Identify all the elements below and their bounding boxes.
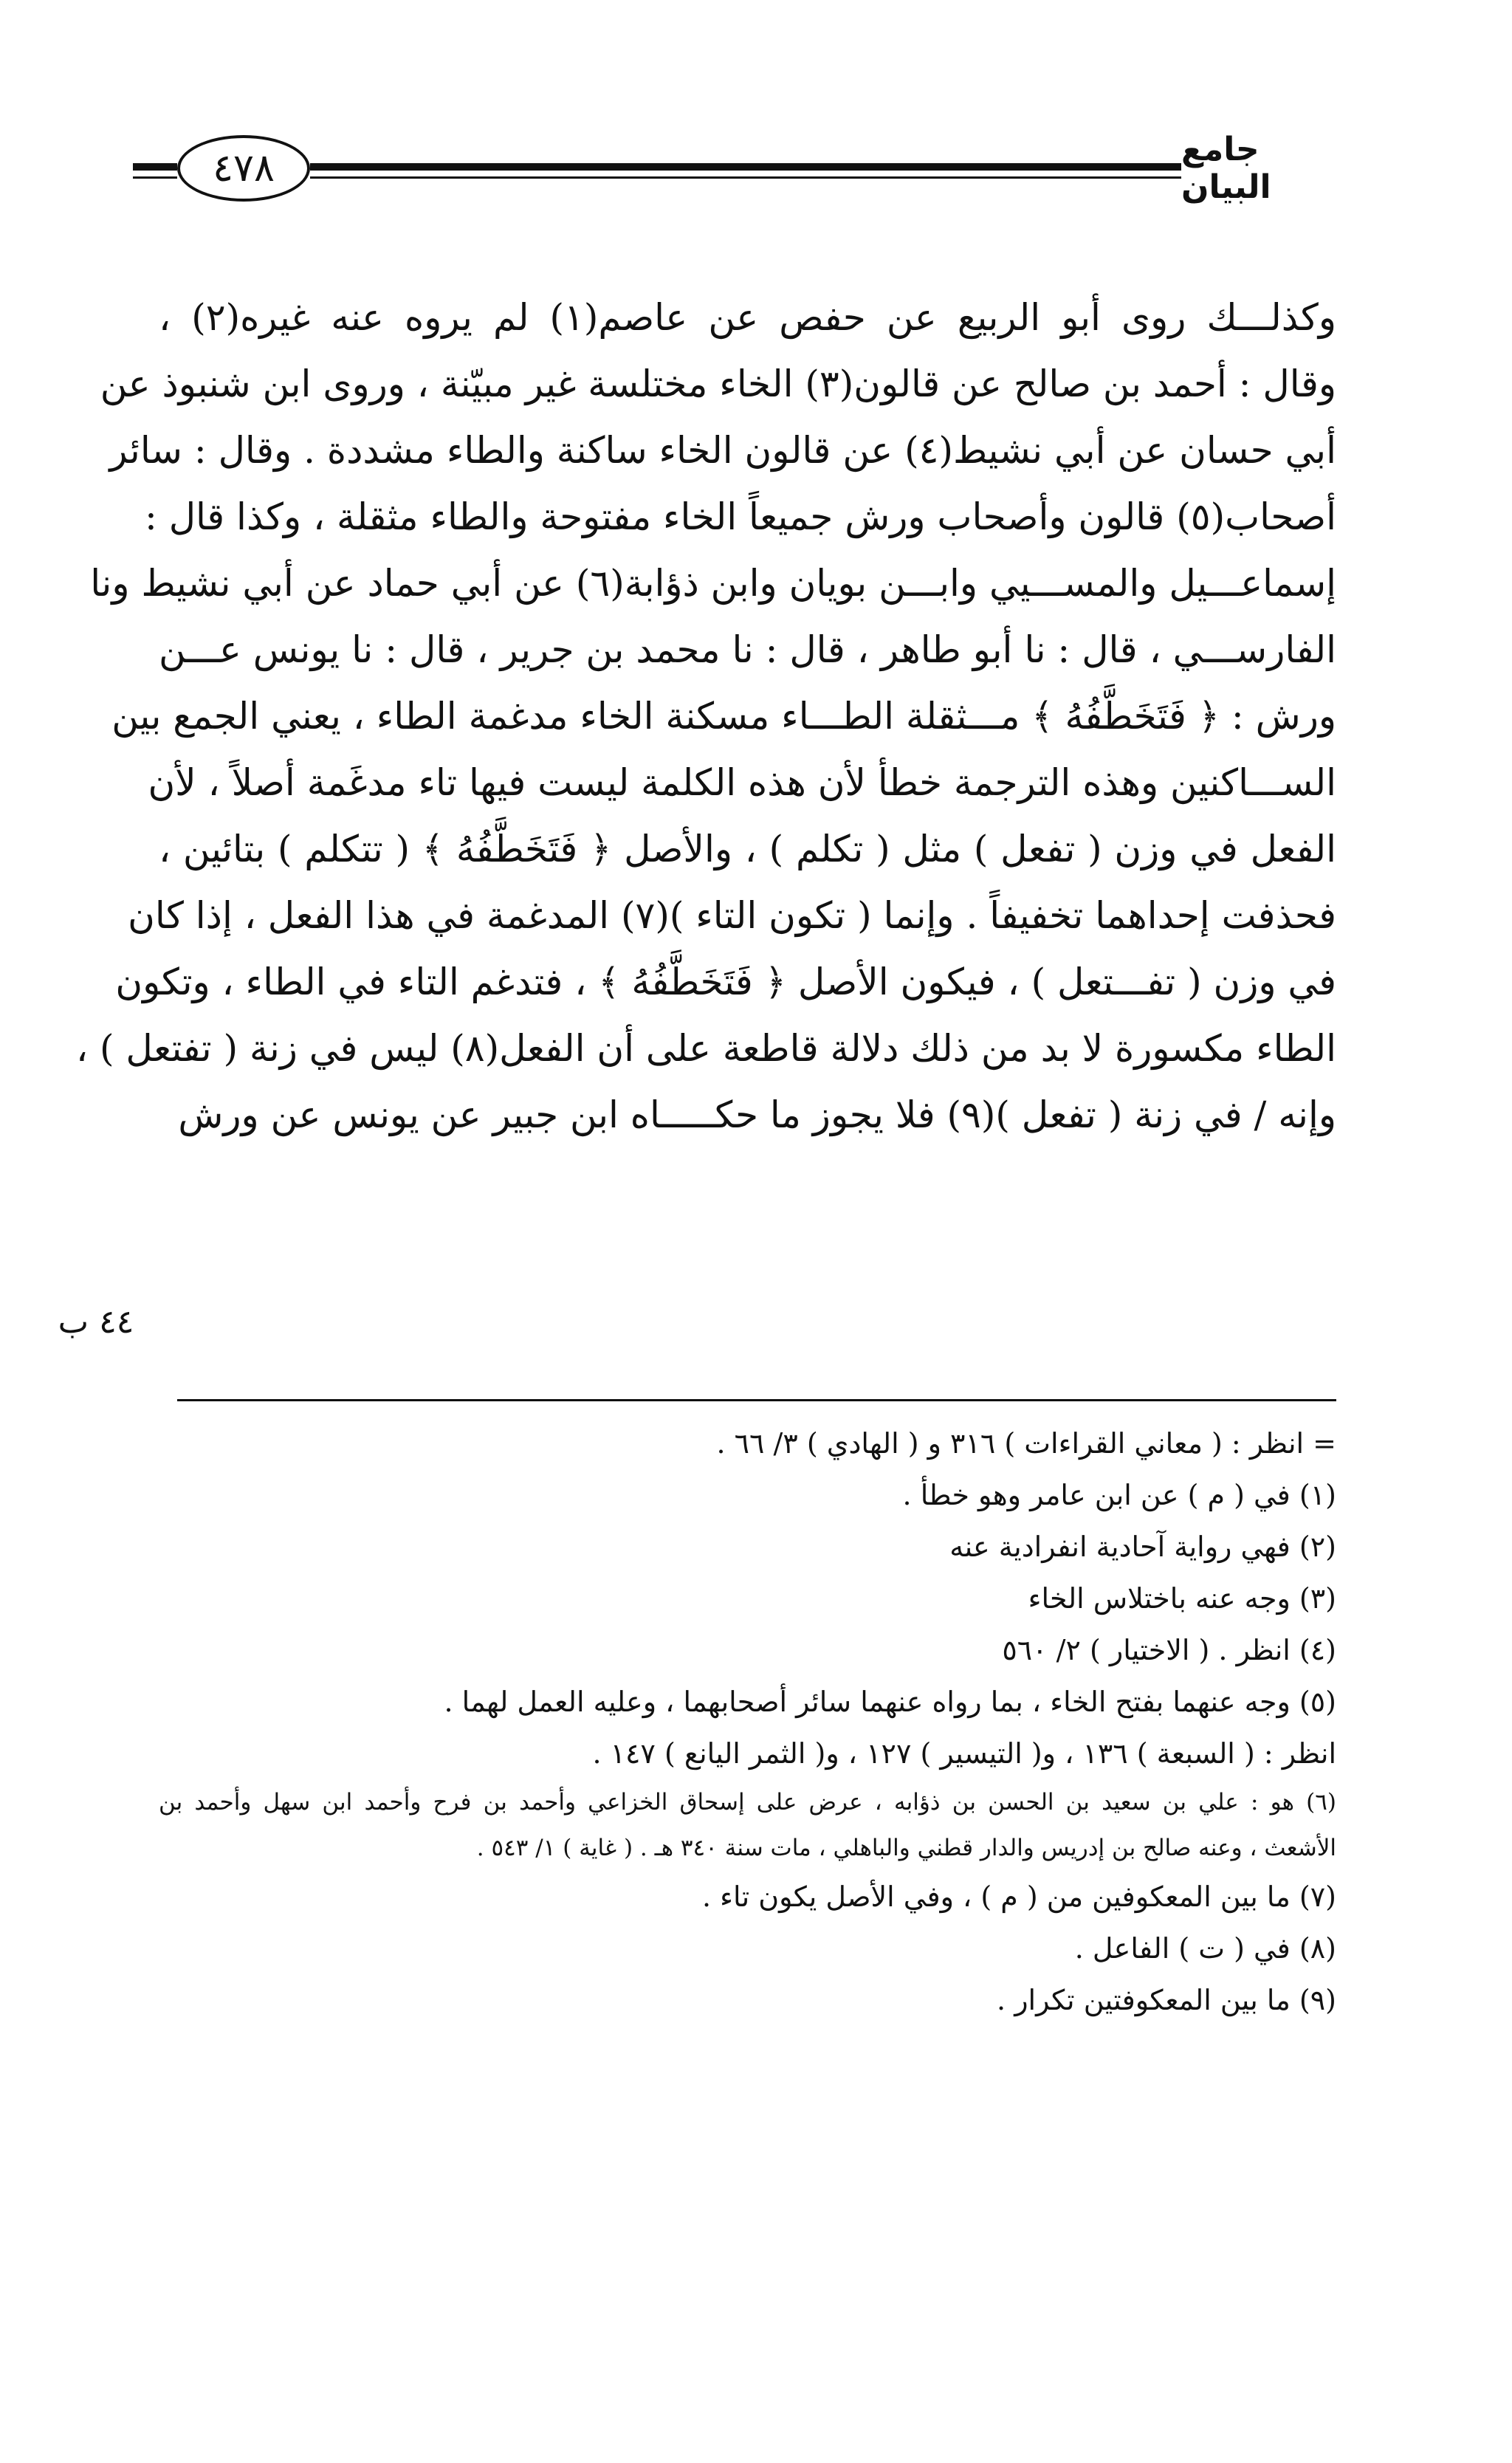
text-line: الفعل في وزن ( تفعل ) مثل ( تكلم ) ، والأصل ﴿ فَتَخَطَّفُهُ ﴾ ( تتكلم ) بتائين ، xyxy=(159,828,1336,870)
footnotes xyxy=(159,1418,1336,2026)
text-line: إسماعـــيل والمســـيي وابـــن بويان وابن ذؤابة(٦) عن أبي حماد عن أبي نشيط ونا xyxy=(90,562,1336,605)
page-number: ٤٧٨ xyxy=(177,135,310,202)
footnote: = انظر : ( معاني القراءات ) ٣١٦ و ( الهادي ) ٣/ ٦٦ . xyxy=(716,1427,1336,1460)
text-line: الطاء مكسورة لا بد من ذلك دلالة قاطعة على أن الفعل(٨) ليس في زنة ( تفتعل ) ، xyxy=(76,1027,1336,1070)
footnote: (٢) فهي رواية آحادية انفرادية عنه xyxy=(949,1531,1336,1563)
margin-folio-note: ٤٤ ب xyxy=(58,1303,134,1341)
book-title: جامع البيان xyxy=(1181,131,1271,206)
text-line: وكذلـــك روى أبو الربيع عن حفص عن عاصم(١) لم يروه عنه غيره(٢) ، xyxy=(159,296,1336,339)
text-line: ورش : ﴿ فَتَخَطَّفُهُ ﴾ مـــثقلة الطـــاء مسكنة الخاء مدغمة الطاء ، يعني الجمع بين xyxy=(111,695,1336,738)
text-line: في وزن ( تفـــتعل ) ، فيكون الأصل ﴿ فَتَخَطَّفُهُ ﴾ ، فتدغم التاء في الطاء ، وتكون xyxy=(115,961,1336,1003)
header-rule-left-thin xyxy=(133,176,177,179)
text-line: أبي حسان عن أبي نشيط(٤) عن قالون الخاء ساكنة والطاء مشددة . وقال : سائر xyxy=(109,429,1336,472)
header-rule-thin xyxy=(310,176,1181,179)
footnote-divider xyxy=(177,1399,1336,1401)
page-header xyxy=(133,129,1344,210)
footnote: (٥) وجه عنهما بفتح الخاء ، بما رواه عنهما سائر أصحابهما ، وعليه العمل لهما . xyxy=(444,1686,1336,1718)
text-line: الفارســـي ، قال : نا أبو طاهر ، قال : نا محمد بن جرير ، قال : نا يونس عـــن xyxy=(159,628,1336,671)
header-rule-left xyxy=(133,163,177,171)
footnote: انظر : ( السبعة ) ١٣٦ ، و( التيسير ) ١٢٧ ، و( الثمر اليانع ) ١٤٧ . xyxy=(592,1737,1336,1770)
footnote: (٨) في ( ت ) الفاعل . xyxy=(1074,1932,1336,1965)
text-line: فحذفت إحداهما تخفيفاً . وإنما ( تكون التاء )(٧) المدغمة في هذا الفعل ، إذا كان xyxy=(128,894,1336,937)
footnote: (٣) وجه عنه باختلاس الخاء xyxy=(1028,1582,1336,1615)
header-rule-thick xyxy=(310,163,1181,171)
footnote: (٤) انظر . ( الاختيار ) ٢/ ٥٦٠ xyxy=(1002,1634,1336,1666)
text-line: أصحاب(٥) قالون وأصحاب ورش جميعاً الخاء مفتوحة والطاء مثقلة ، وكذا قال : xyxy=(144,495,1336,538)
main-text xyxy=(76,284,1336,1148)
footnote: (٦) هو : علي بن سعيد بن الحسن بن ذؤابه ، عرض على إسحاق الخزاعي وأحمد بن فرح وأحمد ابن سهل وأحمد بن xyxy=(159,1789,1336,1816)
text-line: وإنه / في زنة ( تفعل )(٩) فلا يجوز ما حكـــــاه ابن جبير عن يونس عن ورش xyxy=(178,1093,1336,1136)
footnote: (١) في ( م ) عن ابن عامر وهو خطأ . xyxy=(902,1479,1336,1511)
footnote: (٩) ما بين المعكوفتين تكرار . xyxy=(997,1984,1336,2016)
text-line: وقال : أحمد بن صالح عن قالون(٣) الخاء مختلسة غير مبيّنة ، وروى ابن شنبوذ عن xyxy=(100,363,1336,405)
footnote: الأشعث ، وعنه صالح بن إدريس والدار قطني والباهلي ، مات سنة ٣٤٠ هـ . ( غاية ) ١/ ٥٤٣ . xyxy=(476,1835,1336,1861)
text-line: الســـاكنين وهذه الترجمة خطأ لأن هذه الكلمة ليست فيها تاء مدغَمة أصلاً ، لأن xyxy=(148,761,1336,804)
footnote: (٧) ما بين المعكوفين من ( م ) ، وفي الأصل يكون تاء . xyxy=(701,1880,1336,1913)
